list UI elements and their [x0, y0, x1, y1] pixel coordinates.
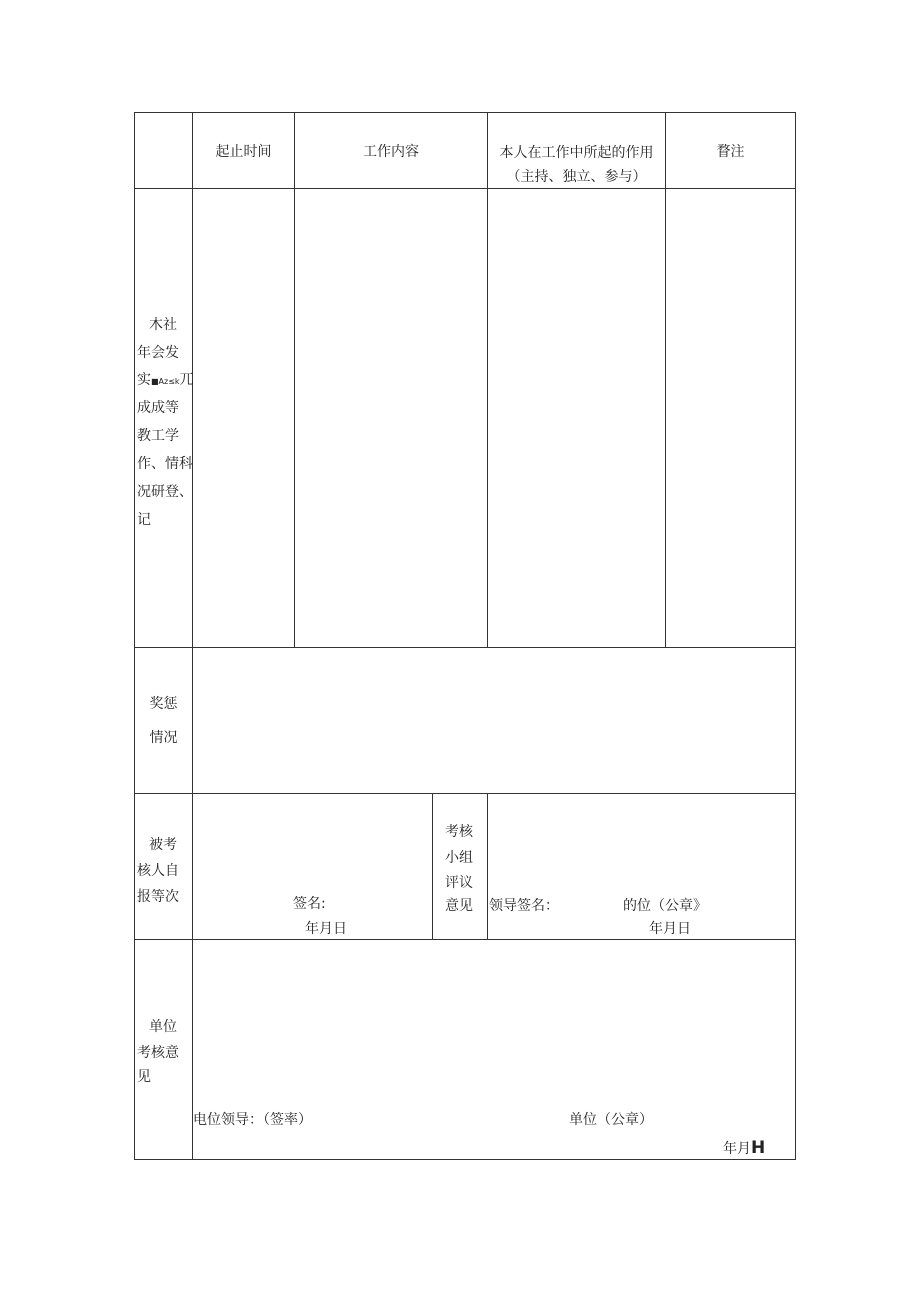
group-unit-seal-label: 的位（公章》: [623, 898, 707, 914]
row-divider-header: [135, 188, 795, 189]
col-divider-role: [665, 113, 666, 647]
col-divider-content: [487, 113, 488, 647]
work-label-line-3-small: ■Az≤k: [151, 377, 180, 386]
group-date: 年月日: [649, 921, 691, 937]
group-label-line-1: 考核: [445, 824, 473, 840]
header-time: 起止时间: [215, 144, 272, 160]
group-label-line-4: 意见: [445, 898, 473, 914]
self-report-label-line-3: 报等次: [137, 889, 179, 905]
awards-label-line-1: 奖惩: [149, 696, 178, 712]
work-label-line-4: 成成等: [137, 400, 179, 416]
self-report-label-line-1: 被考: [149, 837, 177, 853]
self-report-sign-label: 签名:: [293, 896, 326, 912]
self-report-date: 年月日: [305, 921, 347, 937]
work-label-line-3-head: 实: [137, 372, 151, 388]
header-role-line1: 本人在工作中所起的作用: [499, 145, 654, 161]
header-role-line2: （主持、独立、参与）: [506, 169, 647, 185]
work-label-line-3: [137, 367, 194, 395]
unit-label-line-3: 见: [137, 1069, 151, 1085]
col-divider-group-label: [487, 793, 488, 939]
unit-date: [723, 1135, 765, 1162]
col-divider-label: [192, 113, 193, 1159]
row-divider-awards: [135, 793, 795, 794]
col-divider-time: [294, 113, 295, 647]
unit-leader-label: 电位领导：（签率）: [193, 1112, 312, 1128]
unit-label-line-2: 考核意: [137, 1045, 179, 1061]
group-label-line-2: 小组: [445, 850, 473, 866]
work-label-line-3-tail: 兀: [179, 372, 194, 388]
assessment-form-table: [134, 112, 796, 1160]
work-label-line-2: 年会发: [137, 345, 179, 361]
header-content: 工作内容: [363, 144, 419, 160]
group-leader-sign-label: 领导签名：: [489, 898, 559, 914]
unit-date-suffix: H: [751, 1138, 766, 1158]
work-label-line-1: 木社: [149, 317, 177, 333]
header-remark: 瞀注: [716, 144, 745, 160]
unit-label-line-1: 单位: [149, 1019, 177, 1035]
work-label-line-6: 作、情科: [137, 456, 193, 472]
awards-label-line-2: 情况: [149, 730, 178, 746]
row-divider-assessment: [135, 939, 795, 940]
col-divider-self-report: [432, 793, 433, 939]
row-divider-work: [135, 647, 795, 648]
work-label-line-8: 记: [137, 512, 151, 528]
self-report-label-line-2: 核人自: [137, 863, 179, 879]
work-label-line-5: 教工学: [137, 428, 179, 444]
work-label-line-7: 况研登、: [137, 484, 193, 500]
unit-date-prefix: 年月: [723, 1141, 751, 1157]
group-label-line-3: 评议: [445, 875, 473, 891]
unit-seal-label: 单位（公章）: [569, 1112, 653, 1128]
